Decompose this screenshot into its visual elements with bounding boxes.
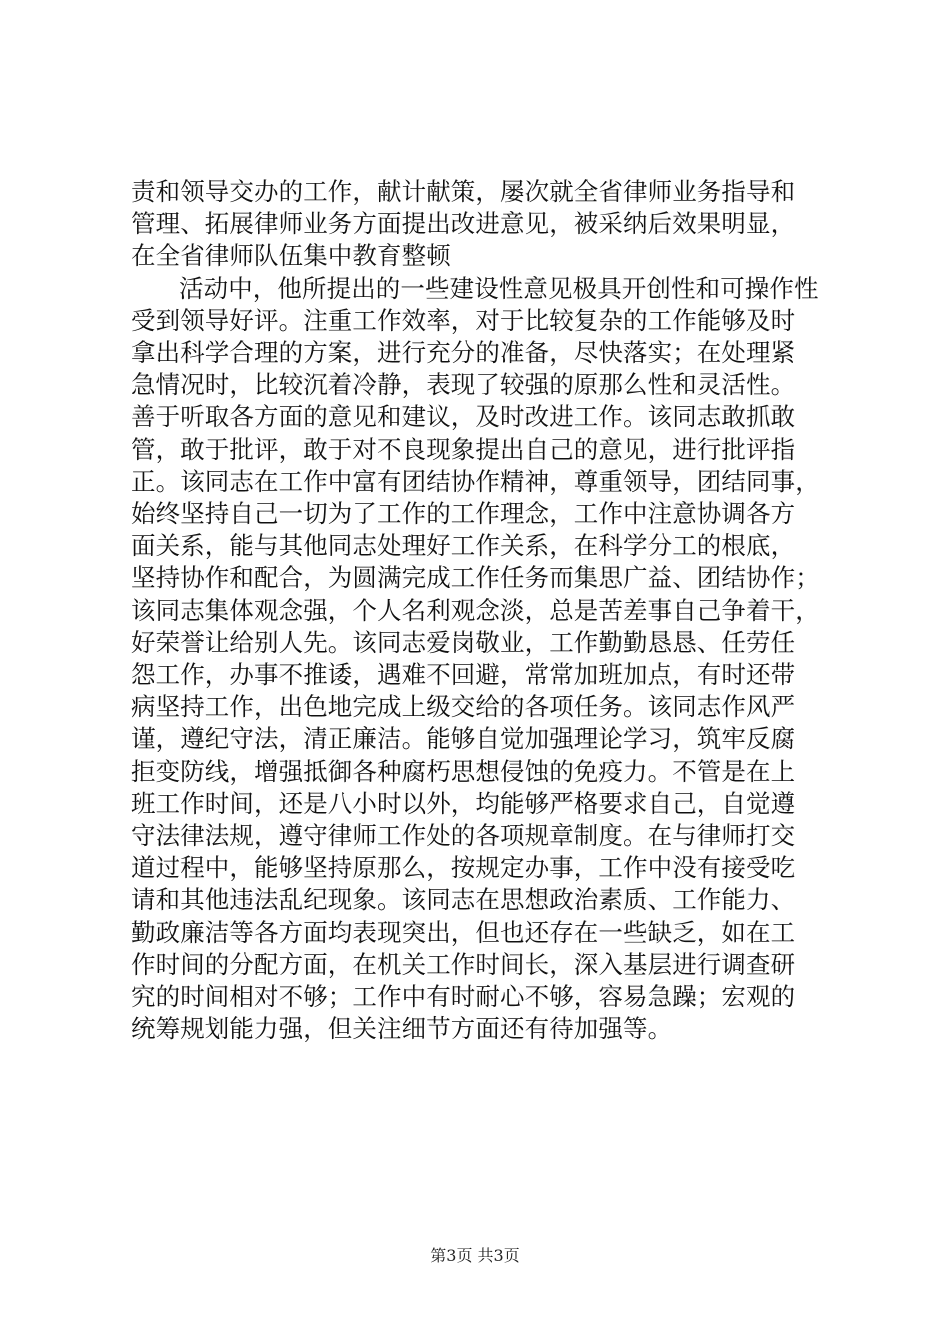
text-line: 谨，遵纪守法，清正廉洁。能够自觉加强理论学习，筑牢反腐: [131, 724, 796, 754]
text-line: 作时间的分配方面，在机关工作时间长，深入基层进行调查研: [131, 949, 796, 979]
paragraph-start-line: 活动中，他所提出的一些建设性意见极具开创性和可操作性: [179, 273, 819, 303]
text-line: 究的时间相对不够；工作中有时耐心不够，容易急躁；宏观的: [131, 982, 796, 1012]
page-number-footer: 第3页 共3页: [430, 1246, 520, 1265]
text-line: 拒变防线，增强抵御各种腐朽思想侵蚀的免疫力。不管是在上: [131, 756, 796, 786]
text-line: 管，敢于批评，敢于对不良现象提出自己的意见，进行批评指: [131, 434, 796, 464]
text-line: 病坚持工作，出色地完成上级交给的各项任务。该同志作风严: [131, 692, 796, 722]
text-line: 受到领导好评。注重工作效率，对于比较复杂的工作能够及时: [131, 305, 796, 335]
text-line: 统筹规划能力强，但关注细节方面还有待加强等。: [131, 1014, 673, 1044]
body-text: [131, 176, 831, 1045]
text-line: 守法律法规，遵守律师工作处的各项规章制度。在与律师打交: [131, 821, 796, 851]
text-line: 该同志集体观念强，个人名利观念淡，总是苦差事自己争着干，: [131, 595, 820, 625]
text-line: 在全省律师队伍集中教育整顿: [131, 241, 451, 271]
text-line: 面关系，能与其他同志处理好工作关系，在科学分工的根底，: [131, 531, 796, 561]
text-line: 怨工作，办事不推诿，遇难不回避，常常加班加点，有时还带: [131, 660, 796, 690]
text-line: 请和其他违法乱纪现象。该同志在思想政治素质、工作能力、: [131, 885, 796, 915]
text-line: 善于听取各方面的意见和建议，及时改进工作。该同志敢抓敢: [131, 402, 796, 432]
text-line: 道过程中，能够坚持原那么，按规定办事，工作中没有接受吃: [131, 853, 796, 883]
text-line: 正。该同志在工作中富有团结协作精神，尊重领导，团结同事，: [131, 466, 820, 496]
text-line: 坚持协作和配合，为圆满完成工作任务而集思广益、团结协作；: [131, 563, 820, 593]
text-line: 急情况时，比较沉着冷静，表现了较强的原那么性和灵活性。: [131, 370, 796, 400]
text-line: 勤政廉洁等各方面均表现突出，但也还存在一些缺乏，如在工: [131, 917, 796, 947]
text-line: 责和领导交办的工作，献计献策，屡次就全省律师业务指导和: [131, 177, 796, 206]
text-line: 管理、拓展律师业务方面提出改进意见，被采纳后效果明显，: [131, 209, 796, 239]
text-line: 好荣誉让给别人先。该同志爱岗敬业，工作勤勤恳恳、任劳任: [131, 627, 796, 657]
text-line: 始终坚持自己一切为了工作的工作理念，工作中注意协调各方: [131, 499, 796, 529]
text-line: 拿出科学合理的方案，进行充分的准备，尽快落实；在处理紧: [131, 338, 796, 368]
text-line: 班工作时间，还是八小时以外，均能够严格要求自己，自觉遵: [131, 788, 796, 818]
